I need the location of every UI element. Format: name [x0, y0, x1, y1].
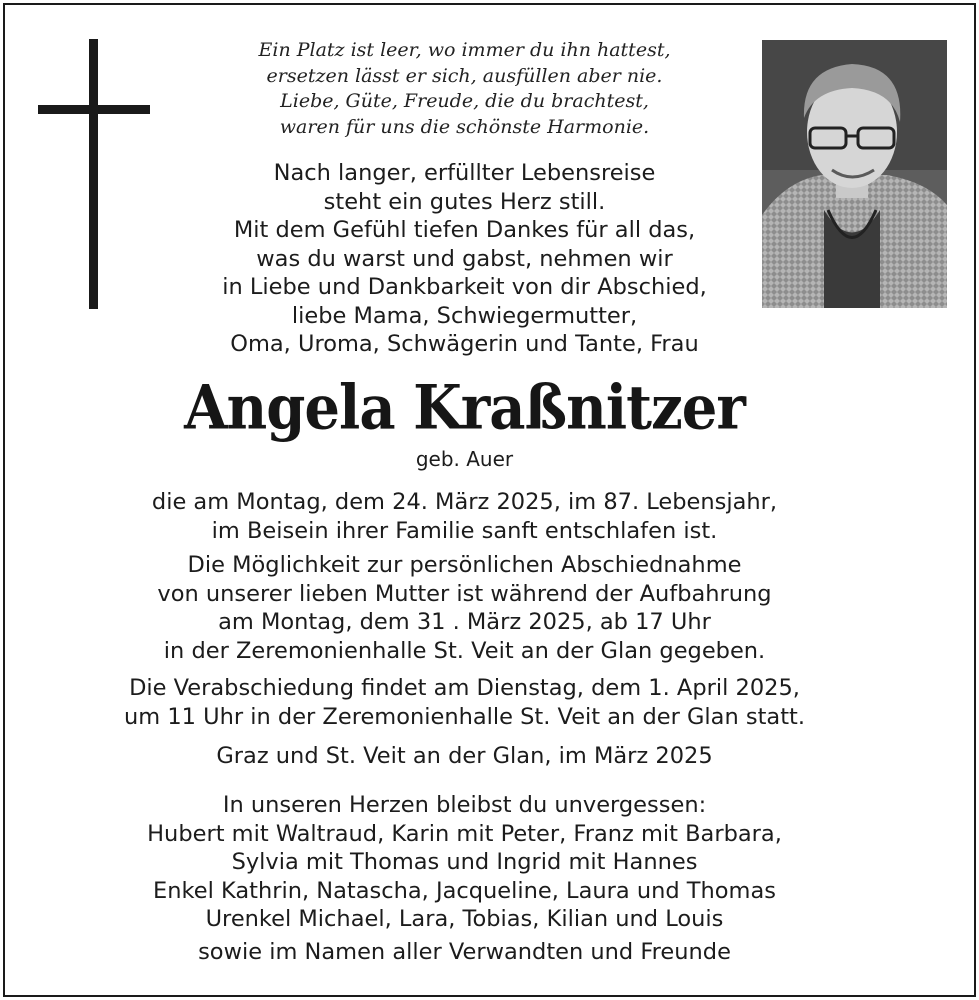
- text-line: in der Zeremonienhalle St. Veit an der Glan gegeben.: [163, 637, 766, 664]
- obituary-notice: [3, 3, 976, 997]
- text-line: um 11 Uhr in der Zeremonienhalle St. Veit an der Glan statt.: [124, 703, 805, 730]
- closing-line: [5, 938, 924, 967]
- text-line: sowie im Namen aller Verwandten und Freunde: [198, 939, 731, 965]
- poem-line: waren für uns die schönste Harmonie.: [279, 115, 650, 138]
- mourner-line: Enkel Kathrin, Natascha, Jacqueline, Laura und Thomas: [153, 877, 776, 904]
- text-line: Die Möglichkeit zur persönlichen Abschiednahme: [187, 552, 742, 578]
- place-date: [5, 742, 924, 771]
- poem-line: Ein Platz ist leer, wo immer du ihn hattest,: [258, 39, 671, 61]
- intro-line: in Liebe und Dankbarkeit von dir Abschied,: [222, 274, 707, 300]
- intro-text: [5, 159, 924, 359]
- mourner-line: Hubert mit Waltraud, Karin mit Peter, Franz mit Barbara,: [147, 820, 782, 847]
- intro-line: liebe Mama, Schwiegermutter,: [291, 302, 638, 329]
- mourners-list: [5, 791, 924, 934]
- text-line: von unserer lieben Mutter ist während der Aufbahrung: [157, 580, 772, 607]
- death-notice: [5, 488, 924, 545]
- intro-line: steht ein gutes Herz still.: [323, 188, 606, 215]
- intro-line: Nach langer, erfüllter Lebensreise: [273, 160, 656, 186]
- mourner-line: In unseren Herzen bleibst du unvergessen:: [222, 792, 707, 818]
- mourner-line: Urenkel Michael, Lara, Tobias, Kilian und Louis: [205, 906, 724, 932]
- text-line: am Montag, dem 31 . März 2025, ab 17 Uhr: [218, 609, 711, 635]
- text-line: die am Montag, dem 24. März 2025, im 87. Lebensjahr,: [151, 489, 778, 515]
- intro-line: Mit dem Gefühl tiefen Dankes für all das,: [233, 217, 696, 243]
- text-line: Graz und St. Veit an der Glan, im März 2025: [216, 743, 713, 769]
- text-line: im Beisein ihrer Familie sanft entschlafen ist.: [211, 517, 718, 544]
- intro-line: was du warst und gabst, nehmen wir: [256, 245, 673, 272]
- poem: [5, 38, 924, 140]
- maiden-name: geb. Auer: [415, 447, 514, 471]
- farewell-info: [5, 674, 924, 731]
- mourner-line: Sylvia mit Thomas und Ingrid mit Hannes: [231, 849, 698, 875]
- text-line: Die Verabschiedung findet am Dienstag, dem 1. April 2025,: [129, 675, 800, 701]
- deceased-name: Angela Kraßnitzer: [184, 372, 745, 444]
- poem-line: Liebe, Güte, Freude, die du brachtest,: [280, 90, 649, 112]
- viewing-info: [5, 551, 924, 665]
- poem-line: ersetzen lässt er sich, ausfüllen aber nie.: [266, 64, 663, 87]
- intro-line: Oma, Uroma, Schwägerin und Tante, Frau: [230, 331, 699, 357]
